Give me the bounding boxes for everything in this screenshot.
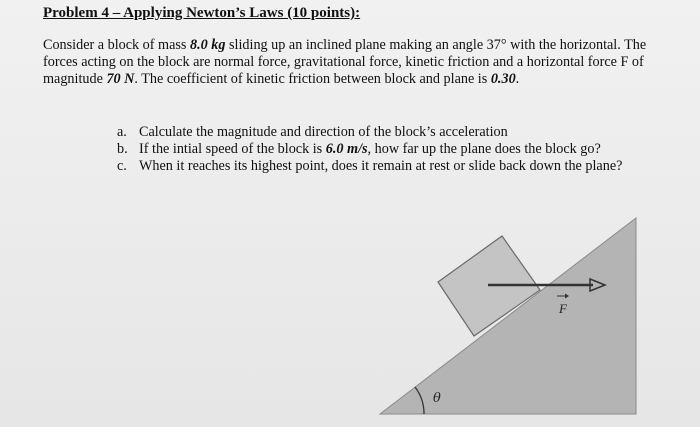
initial-speed-value: 6.0 m/s bbox=[325, 141, 368, 158]
intro-text-3: . The coefficient of kinetic friction between block and plane is bbox=[134, 71, 491, 88]
force-value: 70 N bbox=[106, 71, 135, 88]
intro-text-2: sliding up an inclined plane making an angle 37° with the horizontal. The forces acting on the block are normal force, gravitational force, kinetic friction and a horizontal force F of magnitude bbox=[43, 37, 647, 88]
question-b-post: , how far up the plane does the block go? bbox=[367, 141, 601, 158]
intro-text-1: Consider a block of mass bbox=[43, 37, 190, 53]
friction-coefficient-value: 0.30 bbox=[490, 71, 516, 88]
force-label: F bbox=[559, 301, 567, 316]
question-letter: c. bbox=[117, 158, 127, 175]
question-letter: b. bbox=[117, 141, 128, 158]
problem-title: Problem 4 – Applying Newton’s Laws (10 points): bbox=[43, 5, 361, 21]
question-b-pre: If the intial speed of the block is bbox=[139, 141, 326, 158]
angle-label: θ bbox=[433, 391, 441, 406]
intro-text-4: . bbox=[515, 71, 520, 88]
mass-value: 8.0 kg bbox=[189, 37, 226, 53]
question-text: Calculate the magnitude and direction of the block’s acceleration bbox=[139, 124, 508, 140]
question-text: When it reaches its highest point, does it remain at rest or slide back down the plane? bbox=[139, 158, 623, 175]
question-letter: a. bbox=[117, 124, 127, 140]
